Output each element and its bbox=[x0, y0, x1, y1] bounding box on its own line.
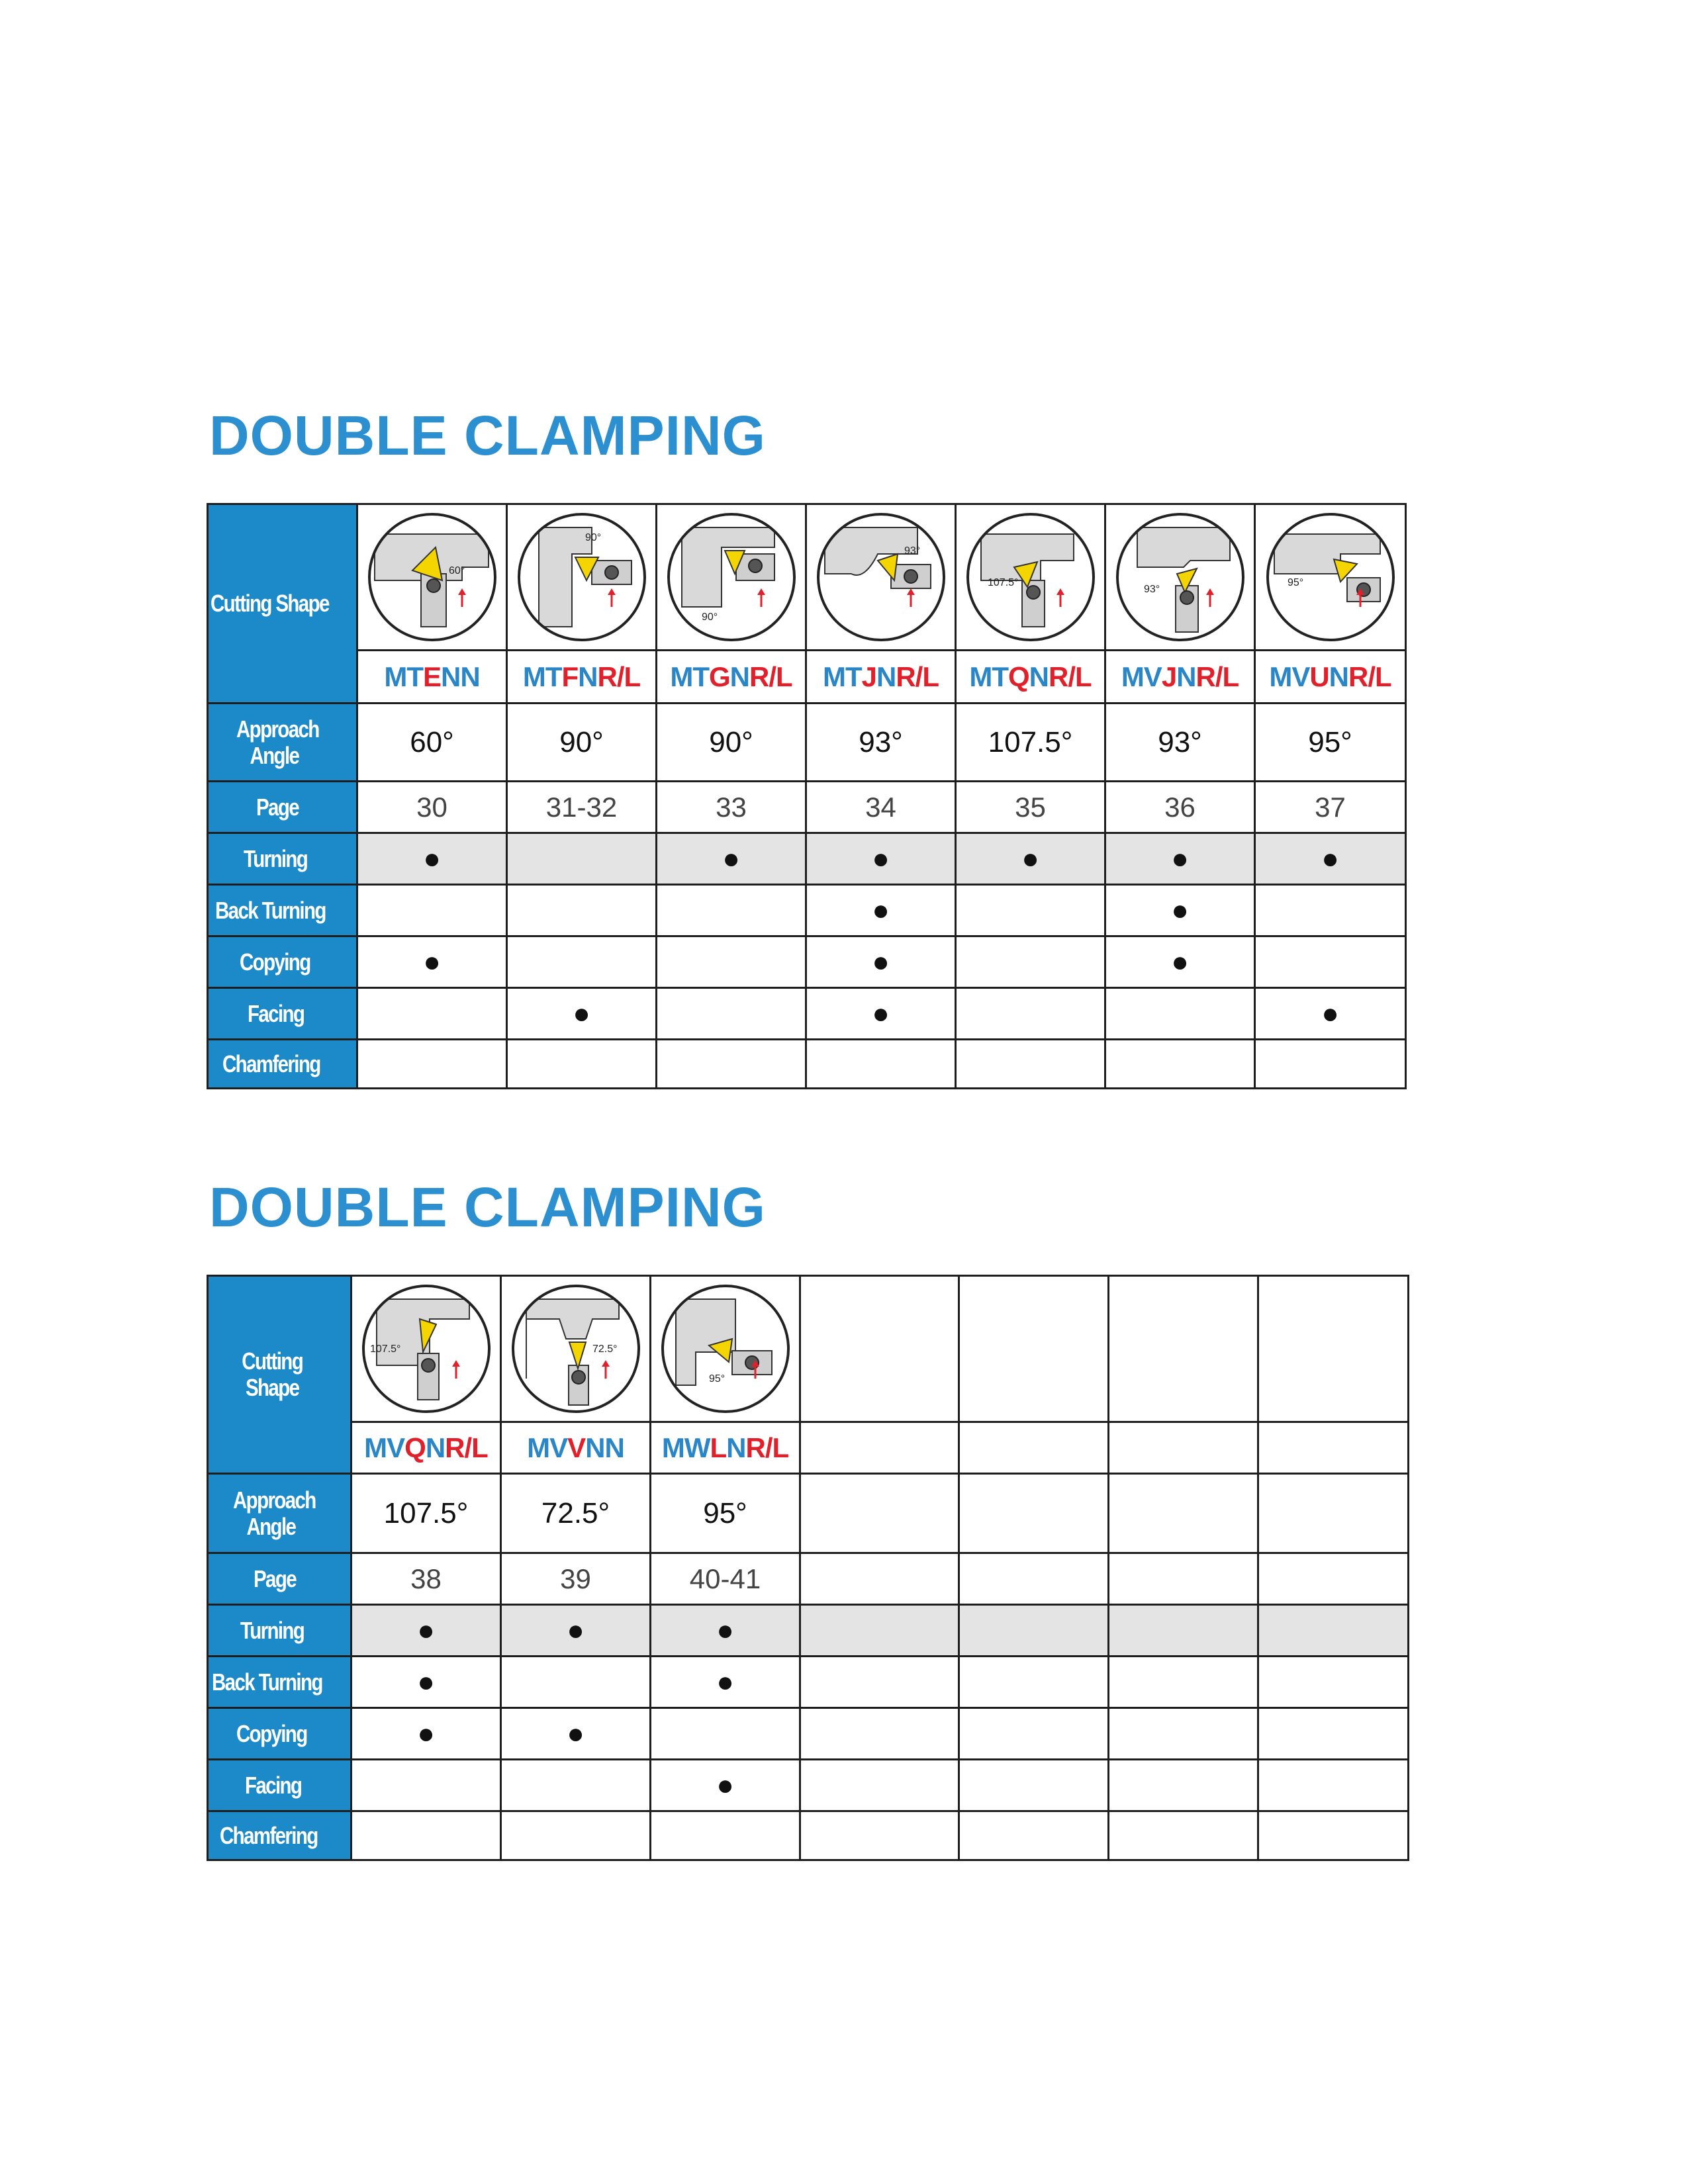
tool-diagram-cell bbox=[1105, 504, 1255, 651]
back-turning-row bbox=[208, 885, 1406, 936]
tool-code-segment: Q bbox=[404, 1432, 426, 1463]
angle-label: 93° bbox=[1143, 584, 1160, 595]
tool-code-segment: L bbox=[710, 1432, 727, 1463]
turning-row bbox=[208, 1605, 1409, 1657]
approach-angle-row bbox=[208, 1474, 1409, 1553]
capability-dot: ● bbox=[1321, 842, 1339, 875]
tool-code-segment: MV bbox=[1121, 660, 1162, 692]
tool-code bbox=[1105, 651, 1255, 704]
tool-code-segment: MV bbox=[1269, 660, 1310, 692]
approach-angle-value: 107.5° bbox=[352, 1474, 501, 1553]
tool-diagram bbox=[357, 1279, 496, 1418]
diagram-group bbox=[512, 508, 651, 647]
page-number: 37 bbox=[1255, 782, 1406, 833]
tool-code-segment: MT bbox=[384, 660, 423, 692]
tool-diagram bbox=[363, 508, 502, 647]
row-label-page: Page bbox=[208, 782, 357, 833]
tool-table-1 bbox=[207, 503, 1407, 1089]
page-row bbox=[208, 1553, 1409, 1605]
code-row bbox=[208, 651, 1406, 704]
tool-diagram bbox=[1111, 508, 1250, 647]
diagram-group bbox=[506, 1279, 645, 1418]
tool-code-segment: NN bbox=[585, 1432, 624, 1463]
tool-code bbox=[1255, 651, 1406, 704]
angle-label: 60° bbox=[448, 565, 465, 576]
tool-code bbox=[352, 1422, 501, 1474]
approach-angle-value: 95° bbox=[1255, 704, 1406, 782]
tool-code-segment: U bbox=[1309, 660, 1329, 692]
row-label-facing: Facing bbox=[208, 988, 357, 1040]
tool-code-segment: N bbox=[876, 660, 896, 692]
capability-dot: ● bbox=[417, 1614, 435, 1647]
clamp-screw bbox=[749, 559, 762, 572]
capability-dot: ● bbox=[1171, 945, 1189, 978]
tool-code-segment: R/L bbox=[1049, 660, 1092, 692]
tool-code bbox=[651, 1422, 800, 1474]
capability-dot: ● bbox=[872, 997, 890, 1030]
approach-angle-value: 93° bbox=[1105, 704, 1255, 782]
tool-diagram-cell bbox=[352, 1276, 501, 1422]
approach-angle-value: 95° bbox=[651, 1474, 800, 1553]
row-label-approach-angle: Approach Angle bbox=[208, 704, 357, 782]
capability-dot: ● bbox=[1021, 842, 1039, 875]
diagram-group bbox=[656, 1279, 795, 1418]
tool-diagram bbox=[656, 1279, 795, 1418]
capability-dot: ● bbox=[417, 1717, 435, 1750]
chamfering-row bbox=[208, 1040, 1406, 1089]
page-number: 30 bbox=[357, 782, 507, 833]
diagram-group bbox=[961, 508, 1100, 647]
tool-code-segment: R/L bbox=[597, 660, 641, 692]
tool-diagram-cell bbox=[956, 504, 1105, 651]
tool-code-segment: R/L bbox=[749, 660, 792, 692]
tool-diagram bbox=[961, 508, 1100, 647]
page-number bbox=[1109, 1553, 1258, 1605]
page-number: 33 bbox=[657, 782, 806, 833]
row-label-chamfering: Chamfering bbox=[208, 1811, 352, 1860]
row-label-copying: Copying bbox=[208, 1708, 352, 1760]
page-number: 39 bbox=[501, 1553, 651, 1605]
angle-label: 107.5° bbox=[987, 577, 1018, 588]
capability-dot: ● bbox=[722, 842, 740, 875]
capability-dot: ● bbox=[423, 842, 441, 875]
capability-dot: ● bbox=[716, 1665, 734, 1698]
empty-cell bbox=[959, 1276, 1109, 1422]
tool-diagram bbox=[812, 508, 951, 647]
approach-angle-value: 90° bbox=[507, 704, 657, 782]
chamfering-row bbox=[208, 1811, 1409, 1860]
tool-diagram-cell bbox=[507, 504, 657, 651]
tool-code-segment: MV bbox=[527, 1432, 568, 1463]
tool-code-segment: MT bbox=[822, 660, 862, 692]
page-number: 35 bbox=[956, 782, 1105, 833]
diagram-group bbox=[662, 508, 801, 647]
clamp-screw bbox=[605, 566, 618, 579]
tool-code-segment: MT bbox=[670, 660, 709, 692]
capability-dot: ● bbox=[1171, 893, 1189, 927]
tool-code-segment: MW bbox=[661, 1432, 710, 1463]
clamp-screw bbox=[1027, 586, 1040, 599]
clamp-screw bbox=[422, 1359, 435, 1372]
row-label-approach-angle: Approach Angle bbox=[208, 1474, 352, 1553]
angle-label: 95° bbox=[1287, 577, 1303, 588]
row-label-back-turning: Back Turning bbox=[208, 1657, 352, 1708]
tool-code-segment: MT bbox=[522, 660, 562, 692]
capability-dot: ● bbox=[716, 1768, 734, 1801]
row-label-chamfering: Chamfering bbox=[208, 1040, 357, 1089]
tool-code-segment: E bbox=[422, 660, 441, 692]
tool-code bbox=[1258, 1422, 1409, 1474]
tool-code-segment: R/L bbox=[745, 1432, 789, 1463]
row-label-back-turning: Back Turning bbox=[208, 885, 357, 936]
page-number: 40-41 bbox=[651, 1553, 800, 1605]
angle-label: 90° bbox=[585, 532, 601, 543]
page-row bbox=[208, 782, 1406, 833]
diagram-group bbox=[363, 508, 502, 647]
diagram-group bbox=[1111, 508, 1250, 647]
tool-code-segment: NN bbox=[441, 660, 480, 692]
tool-code-segment: MV bbox=[364, 1432, 405, 1463]
page-number bbox=[959, 1553, 1109, 1605]
row-label-turning: Turning bbox=[208, 833, 357, 885]
tool-code bbox=[800, 1422, 959, 1474]
tool-code-segment: N bbox=[425, 1432, 445, 1463]
tool-code-segment: G bbox=[708, 660, 730, 692]
row-label-facing: Facing bbox=[208, 1760, 352, 1811]
code-row bbox=[208, 1422, 1409, 1474]
row-label-copying: Copying bbox=[208, 936, 357, 988]
clamp-screw bbox=[572, 1371, 585, 1384]
capability-dot: ● bbox=[567, 1614, 585, 1647]
tool-code-segment: N bbox=[729, 660, 749, 692]
tool-diagram-cell bbox=[657, 504, 806, 651]
tool-diagram bbox=[1261, 508, 1400, 647]
tool-code-segment: MT bbox=[969, 660, 1008, 692]
tool-code-segment: N bbox=[1029, 660, 1049, 692]
tool-code-segment: J bbox=[861, 660, 876, 692]
tool-code-segment: N bbox=[726, 1432, 746, 1463]
capability-dot: ● bbox=[716, 1614, 734, 1647]
approach-angle-value bbox=[1258, 1474, 1409, 1553]
diagram-group bbox=[812, 508, 951, 647]
empty-cell bbox=[1258, 1276, 1409, 1422]
tool-diagram-cell bbox=[501, 1276, 651, 1422]
tool-code bbox=[959, 1422, 1109, 1474]
tool-diagram-cell bbox=[651, 1276, 800, 1422]
tool-code bbox=[806, 651, 956, 704]
facing-row bbox=[208, 1760, 1409, 1811]
approach-angle-value: 60° bbox=[357, 704, 507, 782]
row-label-page: Page bbox=[208, 1553, 352, 1605]
capability-dot: ● bbox=[1171, 842, 1189, 875]
row-label-cutting-shape: Cutting Shape bbox=[208, 504, 357, 704]
capability-dot: ● bbox=[872, 893, 890, 927]
row-label-turning: Turning bbox=[208, 1605, 352, 1657]
approach-angle-value: 72.5° bbox=[501, 1474, 651, 1553]
page-number: 38 bbox=[352, 1553, 501, 1605]
approach-angle-value bbox=[1109, 1474, 1258, 1553]
tool-diagram-cell bbox=[1255, 504, 1406, 651]
page-number: 36 bbox=[1105, 782, 1255, 833]
tool-code-segment: R/L bbox=[445, 1432, 488, 1463]
capability-dot: ● bbox=[1321, 997, 1339, 1030]
clamp-screw bbox=[904, 570, 917, 583]
tool-code-segment: R/L bbox=[896, 660, 939, 692]
approach-angle-row bbox=[208, 704, 1406, 782]
tool-code bbox=[357, 651, 507, 704]
tool-code-segment: J bbox=[1161, 660, 1177, 692]
angle-label: 95° bbox=[708, 1373, 725, 1385]
angle-label: 72.5° bbox=[592, 1343, 618, 1355]
capability-dot: ● bbox=[417, 1665, 435, 1698]
capability-dot: ● bbox=[423, 945, 441, 978]
capability-dot: ● bbox=[567, 1717, 585, 1750]
row-label-cutting-shape: Cutting Shape bbox=[208, 1276, 352, 1474]
tool-code-segment: N bbox=[578, 660, 598, 692]
capability-dot: ● bbox=[872, 842, 890, 875]
approach-angle-value: 90° bbox=[657, 704, 806, 782]
approach-angle-value bbox=[959, 1474, 1109, 1553]
empty-cell bbox=[1109, 1276, 1258, 1422]
tool-code-segment: N bbox=[1176, 660, 1196, 692]
angle-label: 90° bbox=[701, 612, 718, 623]
turning-row bbox=[208, 833, 1406, 885]
page-number: 34 bbox=[806, 782, 956, 833]
diagram-group bbox=[1261, 508, 1400, 647]
workpiece-shape bbox=[1137, 527, 1230, 567]
approach-angle-value: 107.5° bbox=[956, 704, 1105, 782]
tool-code-segment: V bbox=[567, 1432, 586, 1463]
section-title-2: DOUBLE CLAMPING bbox=[209, 1176, 766, 1238]
tool-table-2 bbox=[207, 1275, 1409, 1861]
approach-angle-value: 93° bbox=[806, 704, 956, 782]
copying-row bbox=[208, 936, 1406, 988]
tool-code-segment: R/L bbox=[1196, 660, 1239, 692]
page-number bbox=[1258, 1553, 1409, 1605]
facing-row bbox=[208, 988, 1406, 1040]
tool-diagram-cell bbox=[357, 504, 507, 651]
tool-code bbox=[956, 651, 1105, 704]
clamp-screw bbox=[1180, 591, 1194, 604]
clamp-screw bbox=[427, 579, 440, 592]
tool-diagram-cell bbox=[806, 504, 956, 651]
tool-code-segment: Q bbox=[1008, 660, 1029, 692]
angle-label: 93° bbox=[904, 545, 920, 557]
back-turning-row bbox=[208, 1657, 1409, 1708]
tool-diagram bbox=[662, 508, 801, 647]
tool-code-segment: N bbox=[1329, 660, 1349, 692]
tool-diagram bbox=[506, 1279, 645, 1418]
tool-code bbox=[657, 651, 806, 704]
page-number: 31-32 bbox=[507, 782, 657, 833]
empty-cell bbox=[800, 1276, 959, 1422]
tool-diagram bbox=[512, 508, 651, 647]
tool-code bbox=[501, 1422, 651, 1474]
approach-angle-value bbox=[800, 1474, 959, 1553]
capability-dot: ● bbox=[573, 997, 590, 1030]
angle-label: 107.5° bbox=[369, 1343, 400, 1355]
capability-dot: ● bbox=[872, 945, 890, 978]
tool-code bbox=[1109, 1422, 1258, 1474]
tool-code-segment: F bbox=[561, 660, 579, 692]
copying-row bbox=[208, 1708, 1409, 1760]
section-title-1: DOUBLE CLAMPING bbox=[209, 404, 766, 467]
tool-code-segment: R/L bbox=[1348, 660, 1391, 692]
page-number bbox=[800, 1553, 959, 1605]
tool-code bbox=[507, 651, 657, 704]
